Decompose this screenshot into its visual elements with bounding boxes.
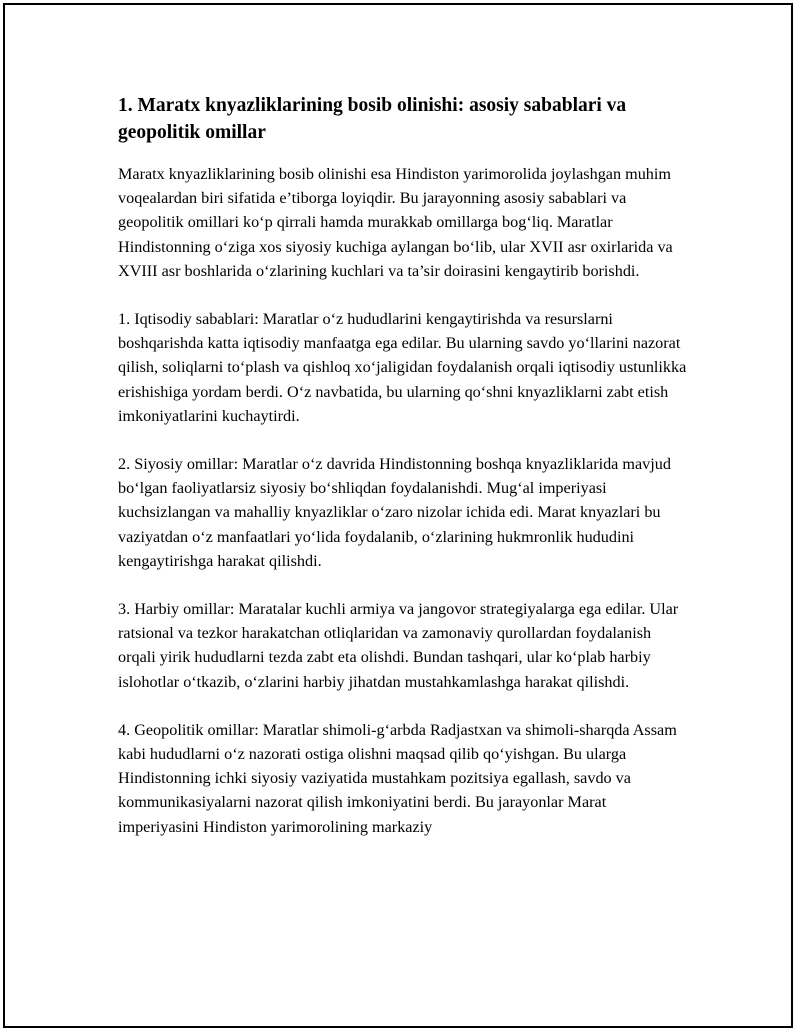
document-body <box>118 92 688 863</box>
geopolitical-factors-paragraph: 4. Geopolitik omillar: Maratlar shimoli-g‘arbda Radjastxan va shimoli-sharqda Assam kabi hududlarni o‘z nazorati ostiga olishni maqsad qilib qo‘yishgan. Bu ularga Hindistonning ichki siyosiy vaziyatida mustahkam pozitsiya egallash, savdo va kommunikasiyalarni nazorat qilish imkoniyatini berdi. Bu jarayonlar Marat imperiyasini Hindiston yarimorolining markaziy <box>118 720 677 836</box>
intro-paragraph: Maratx knyazliklarining bosib olinishi esa Hindiston yarimorolida joylashgan muhim voqealardan biri sifatida e’tiborga loyiqdir. Bu jarayonning asosiy sabablari va geopolitik omillari ko‘p qirrali hamda murakkab omillarga bog‘liq. Maratlar Hindistonning o‘ziga xos siyosiy kuchiga aylangan bo‘lib, ular XVII asr oxirlarida va XVIII asr boshlarida o‘zlarining kuchlari va ta’sir doirasini kengaytirib borishdi. <box>118 165 673 280</box>
military-factors-paragraph: 3. Harbiy omillar: Maratalar kuchli armiya va jangovor strategiyalarga ega edilar. Ular ratsional va tezkor harakatchan otliqlaridan va zamonaviy qurollardan foydalanish orqali yirik hududlarni tezda zabt eta olishdi. Bundan tashqari, ular ko‘plab harbiy islohotlar o‘tkazib, o‘zlarini harbiy jihatdan mustahkamlashga harakat qilishdi. <box>118 600 679 691</box>
political-factors-paragraph: 2. Siyosiy omillar: Maratlar o‘z davrida Hindistonning boshqa knyazliklarida mavjud bo‘lgan faoliyatlarsiz siyosiy bo‘shliqdan foydalanishdi. Mug‘al imperiyasi kuchsizlangan va mahalliy knyazliklar o‘zaro nizolar ichida edi. Marat knyazlari bu vaziyatdan o‘z manfaatlari yo‘lida foydalanib, o‘zlarining hukmronlik hududini kengaytirishga harakat qilishdi. <box>118 455 671 570</box>
economic-reasons-paragraph: 1. Iqtisodiy sabablari: Maratlar o‘z hududlarini kengaytirishda va resurslarni boshqarishda katta iqtisodiy manfaatga ega edilar. Bu ularning savdo yo‘llarini nazorat qilish, soliqlarni to‘plash va qishloq xo‘jaligidan foydalanish orqali iqtisodiy ustunlikka erishishiga yordam berdi. O‘z navbatida, bu ularning qo‘shni knyazliklarni zabt etish imkoniyatlarini kuchaytirdi. <box>118 310 687 425</box>
section-heading: 1. Maratx knyazliklarining bosib olinishi: asosiy sabablari va geopolitik omillar <box>118 95 627 143</box>
